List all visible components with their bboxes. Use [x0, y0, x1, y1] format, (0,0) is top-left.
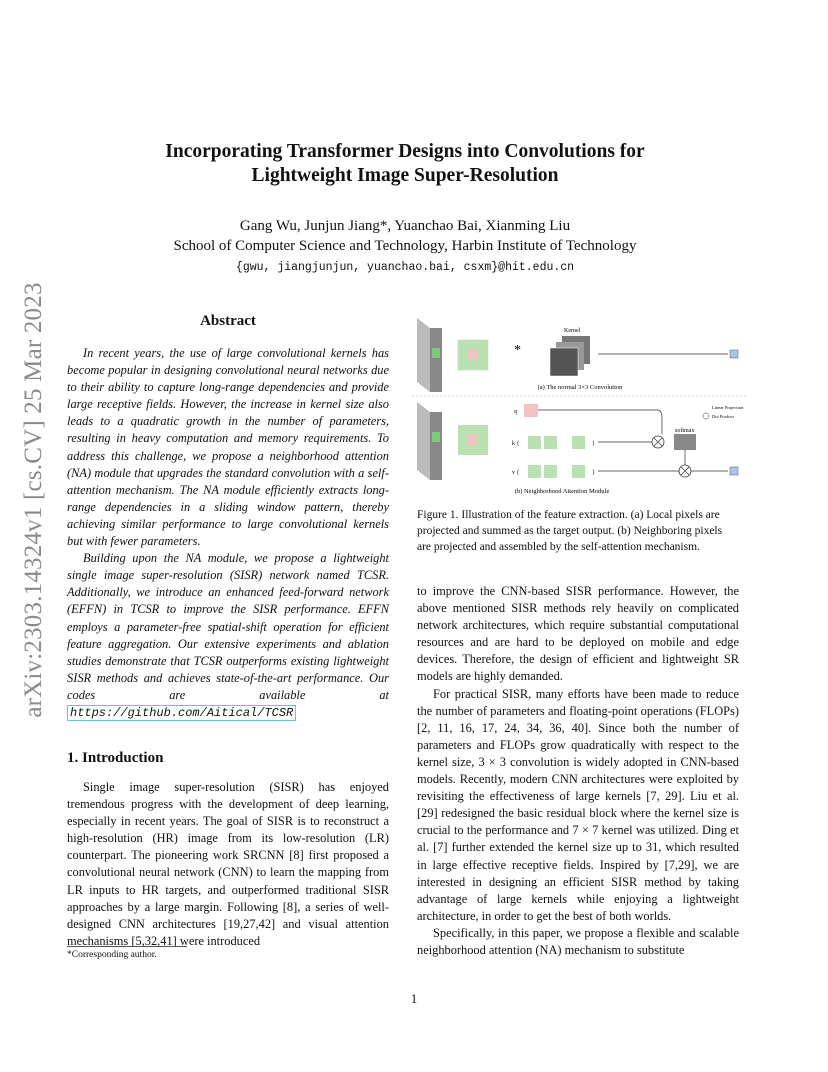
attention-weights [674, 434, 696, 450]
paper-title [60, 140, 750, 188]
abstract-paragraph-2-text: Building upon the NA module, we propose a lightweight single image super-resolution (SISR) network named TCSR. Additionally, we introduce an enhanced feed-forward network (EFFN) in TCSR to improve the SISR performance. EFFN employs a parameter-free spatial-shift operation for efficient feature aggregation. Our extensive experiments and ablation studies demonstrate that TCSR outperforms existing lightweight SISR methods and achieves state-of-the-art performance. Our codes are available at [67, 551, 389, 702]
footnote: *Corresponding author. [67, 950, 157, 960]
softmax-label: softmax [675, 428, 695, 434]
kernel-label: Kernel [564, 328, 581, 334]
figure-1-diagram [412, 310, 747, 505]
conv-input-grid [458, 340, 488, 370]
title-line-1: Incorporating Transformer Designs into Convolutions for [165, 141, 645, 162]
intro-right-paragraph-1: to improve the CNN-based SISR performance. However, the above mentioned SISR methods rely heavily on complicated network architectures, which require substantial computational resources and are hard to be deployed on mobile and edge devices. Therefore, the design of efficient and lightweight SR models are highly demanded. [417, 584, 739, 684]
key-label: k { [512, 441, 520, 447]
figure-1-caption: Figure 1. Illustration of the feature extraction. (a) Local pixels are projected and summed as the target output. (b) Neighboring pixels are projected and assembled by the self-attention mechanism. [417, 509, 723, 553]
kernel-stack [550, 336, 590, 376]
query-label: q [514, 409, 517, 415]
svg-text:}: } [592, 470, 595, 476]
legend-linear-projection: Linear Projection [712, 405, 744, 410]
query-token [524, 404, 538, 417]
intro-right-paragraph-3: Specifically, in this paper, we propose a flexible and scalable neighborhood attention (NA) mechanism to substitute [417, 925, 739, 957]
author-emails: {gwu, jiangjunjun, yuanchao.bai, csxm}@hit.edu.cn [235, 261, 575, 274]
intro-paragraph-1: Single image super-resolution (SISR) has enjoyed tremendous progress with the development of deep learning, especially in recent years. The goal of SISR is to reconstruct a high-resolution (HR) image from its low-resolution (LR) counterpart. The pioneering work SRCNN [8] first proposed a convolutional neural network (CNN) to learn the mapping from LR inputs to HR targets, and outperformed traditional SISR approaches by a large margin. Following [8], a series of well-designed CNN architectures [19,27,42] and visual attention mechanisms [5,32,41] were introduced [67, 780, 389, 948]
page-number: 1 [410, 991, 418, 1006]
introduction-heading: 1. Introduction [67, 750, 164, 766]
na-feature-map [417, 402, 442, 480]
abstract-paragraph-2 [67, 550, 389, 722]
value-tokens [528, 465, 585, 478]
footnote-divider [67, 946, 187, 947]
arxiv-sidebar-stamp: arXiv:2303.14324v1 [cs.CV] 25 Mar 2023 [20, 282, 47, 718]
convolution-operator: * [514, 343, 521, 358]
na-output-pixel [730, 467, 738, 475]
abstract-section [67, 313, 389, 722]
figure-label-b: (b) Neighborhood Attention Module [514, 488, 610, 495]
legend-dot-product: Dot Product [712, 414, 734, 419]
conv-feature-map [417, 318, 442, 392]
conv-output-pixel [730, 350, 738, 358]
code-repo-link[interactable]: https://github.com/Aitical/TCSR [67, 705, 296, 721]
author-list: Gang Wu, Junjun Jiang*, Yuanchao Bai, Xianming Liu [239, 218, 571, 234]
abstract-heading: Abstract [200, 313, 256, 329]
intro-continued [417, 583, 739, 959]
value-label: v { [512, 470, 520, 476]
key-tokens [528, 436, 585, 449]
introduction-section [67, 750, 389, 950]
intro-right-paragraph-2: For practical SISR, many efforts have been made to reduce the number of parameters and floating-point operations (FLOPs) [2, 11, 16, 17, 24, 34, 36, 40]. Since both the number of parameters and FLOPs grow quadratically with respect to the kernel size, 3 × 3 convolution is widely adopted in CNN-based models. Recently, modern CNN architectures were exploited by revisiting the effectiveness of large kernels [7, 29]. Liu et al. [29] redesigned the basic residual block where the kernel size is crucial to the performance and 7 × 7 kernel was utilized. Ding et al. [7] further extended the kernel size up to 31, which resulted in large effective receptive fields. Inspired by [7,29], we are interested in designing an efficient SISR method by taking advantage of large kernels while enjoying a lightweight architecture, in order to get the best of both worlds. [417, 686, 739, 923]
figure-label-a: (a) The normal 3×3 Convolution [537, 384, 623, 391]
title-line-2: Lightweight Image Super-Resolution [251, 165, 559, 186]
svg-text:}: } [592, 441, 595, 447]
abstract-paragraph-1: In recent years, the use of large convolutional kernels has become popular in designing convolutional neural networks due to their ability to capture long-range dependencies and provide large receptive fields. However, the increase in kernel size also leads to a quadratic growth in the number of parameters, resulting in heavy computation and memory requirements. To address this challenge, we propose a neighborhood attention (NA) module that upgrades the standard convolution with a self-attention mechanism. The NA module efficiently extracts long-range dependencies in a sliding window pattern, thereby achieving similar performance to large convolutional kernels but with fewer parameters. [67, 346, 389, 549]
affiliation: School of Computer Science and Technology, Harbin Institute of Technology [173, 238, 637, 254]
